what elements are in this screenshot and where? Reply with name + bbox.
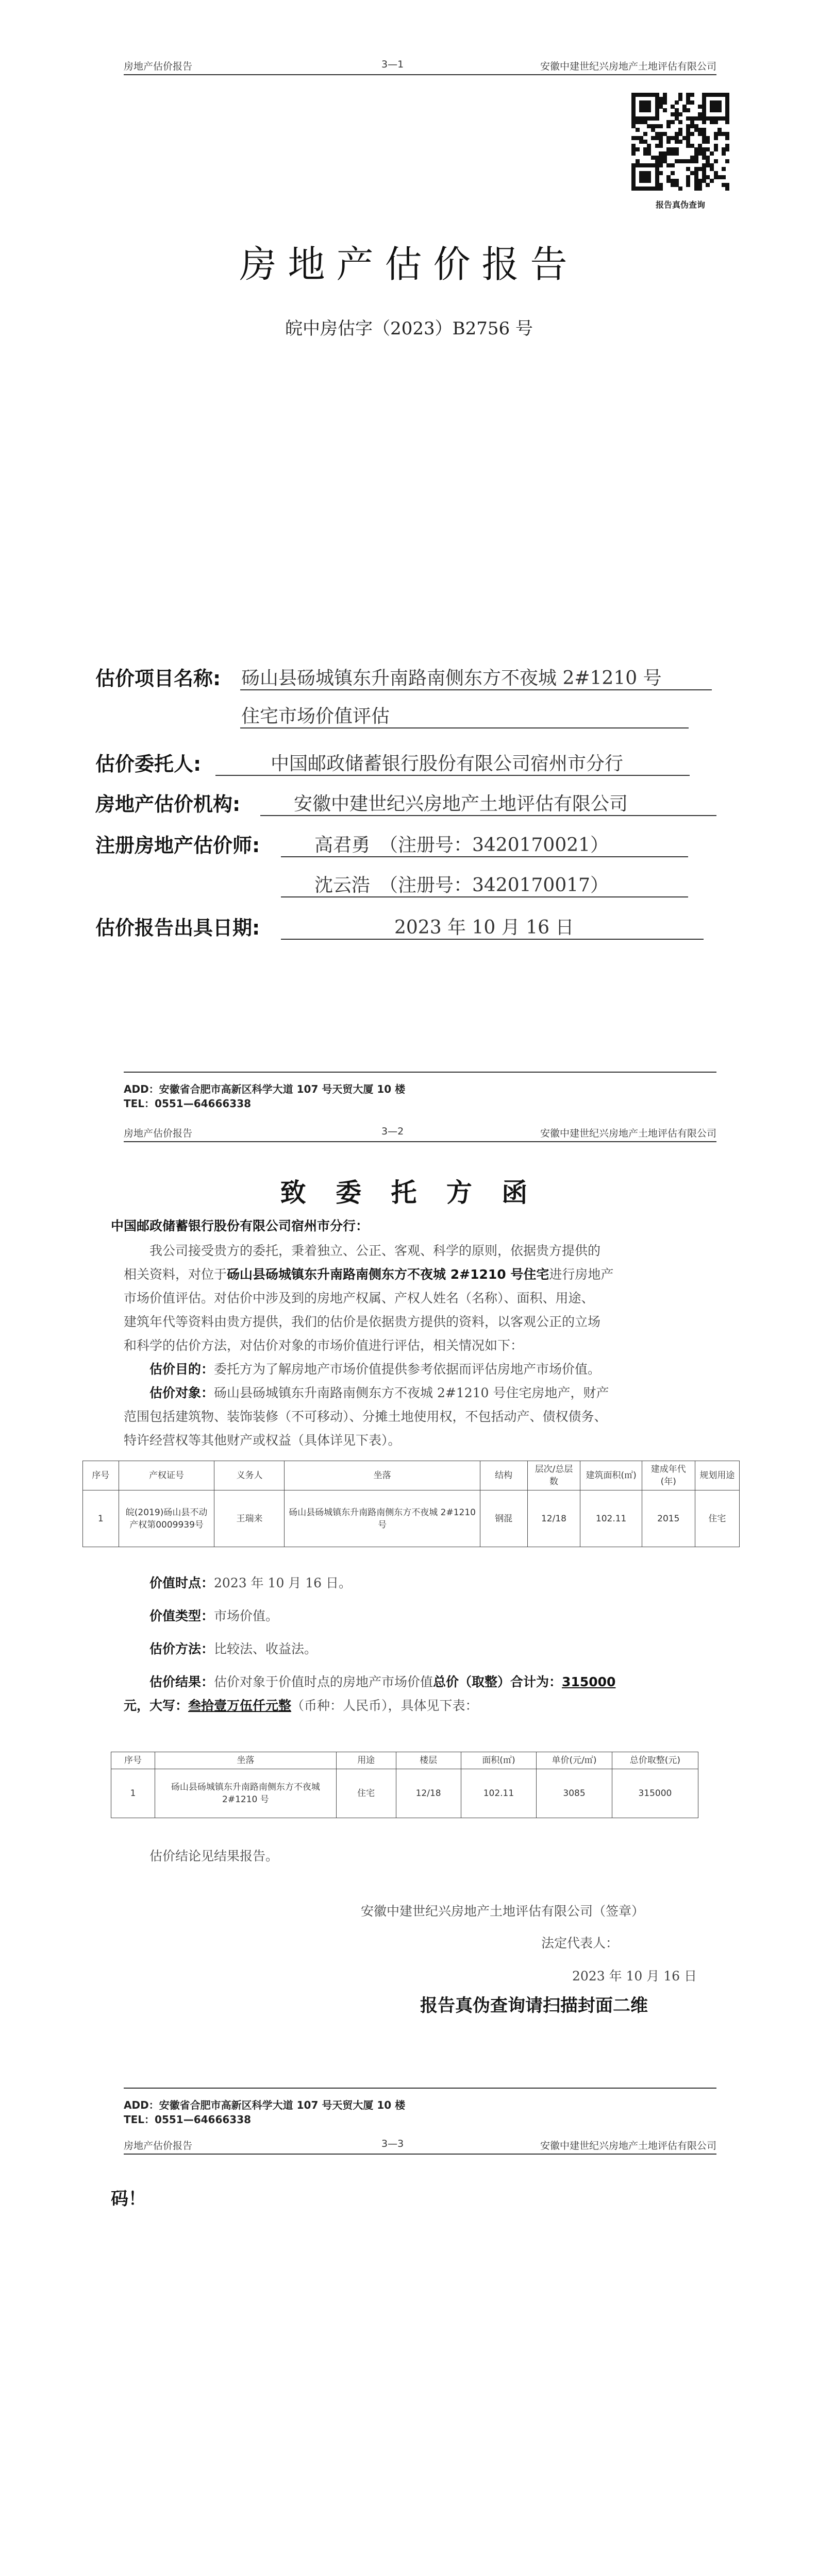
qr-module: [659, 124, 663, 128]
header-page-number: 3—1: [381, 59, 404, 70]
table-cell: 102.11: [461, 1769, 537, 1818]
qr-module: [647, 179, 651, 183]
qr-module: [725, 159, 729, 163]
result-text-bold: 总价（取整）合计为：: [433, 1674, 562, 1689]
time-label: 价值时点：: [149, 1575, 214, 1590]
appraiser-2: 沈云浩 （注册号：3420170017）: [314, 875, 609, 896]
para-line: 和科学的估价方法，对估价对象的市场价值进行评估，相关情况如下：: [124, 1338, 524, 1353]
header-right: 安徽中建世纪兴房地产土地评估有限公司: [540, 1128, 716, 1139]
table-header-cell: 坐落: [285, 1461, 480, 1490]
table-header-cell: 坐落: [155, 1752, 337, 1769]
type-label: 价值类型：: [149, 1608, 214, 1623]
table-header-cell: 建筑面积(㎡): [580, 1461, 642, 1490]
qr-module: [725, 147, 729, 151]
footer-address: ADD：安徽省合肥市高新区科学大道 107 号天贸大厦 10 楼: [124, 1083, 406, 1095]
method-label: 估价方法：: [149, 1641, 214, 1656]
object-line: [124, 1381, 716, 1405]
table-cell: 住宅: [695, 1490, 739, 1547]
qr-module: [725, 187, 729, 191]
table-header-cell: 结构: [480, 1461, 527, 1490]
result-amount-upper: 叁拾壹万伍仟元整: [188, 1698, 292, 1713]
table-header-cell: 层次/总层数: [527, 1461, 580, 1490]
letter-paragraph: [124, 1239, 716, 1452]
time-text: 2023 年 10 月 16 日。: [214, 1575, 352, 1590]
underline: [240, 689, 712, 690]
project-label: 估价项目名称:: [95, 667, 221, 690]
appraiser-label: 注册房地产估价师:: [95, 834, 260, 857]
qr-module: [686, 108, 690, 112]
qr-module: [714, 159, 718, 163]
para-line: 建筑年代等资料由贵方提供，我们的估价是依据贵方提供的资料，以客观公正的立场: [124, 1314, 601, 1329]
qr-module: [686, 183, 690, 187]
footer-address: ADD：安徽省合肥市高新区科学大道 107 号天贸大厦 10 楼: [124, 2099, 406, 2111]
qr-module: [659, 144, 663, 148]
qr-module: [714, 147, 718, 151]
qr-module: [666, 140, 671, 144]
qr-module: [659, 163, 663, 167]
result-currency: （币种：人民币），具体见下表：: [291, 1698, 478, 1713]
table-cell: 钢混: [480, 1490, 527, 1547]
footer-tel: TEL：0551—64666338: [124, 2113, 252, 2126]
table-header-cell: 序号: [83, 1461, 119, 1490]
appraiser-1: 高君勇 （注册号：3420170021）: [314, 835, 609, 856]
para-line: 范围包括建筑物、装饰装修（不可移动）、分摊土地使用权，不包括动产、债权债务、: [124, 1409, 607, 1424]
qr-module: [678, 187, 682, 191]
qr-module: [706, 140, 710, 144]
table-header-row: [111, 1752, 698, 1769]
table-header-cell: 义务人: [214, 1461, 285, 1490]
client-label: 估价委托人:: [95, 753, 202, 775]
table-header-cell: 楼层: [396, 1752, 461, 1769]
table-cell: 3085: [537, 1769, 612, 1818]
qr-module: [636, 147, 640, 151]
underline: [215, 775, 690, 776]
qr-module: [725, 120, 729, 124]
table-cell: 住宅: [336, 1769, 396, 1818]
header-right: 安徽中建世纪兴房地产土地评估有限公司: [540, 2140, 716, 2151]
letter-addressee: 中国邮政储蓄银行股份有限公司宿州市分行：: [111, 1218, 369, 1233]
qr-caption: 报告真伪查询: [655, 200, 705, 210]
underline: [281, 896, 688, 897]
qr-module: [678, 112, 682, 116]
qr-module: [643, 132, 647, 136]
time-line: [124, 1571, 716, 1595]
method-text: 比较法、收益法。: [214, 1641, 318, 1656]
qr-module: [655, 116, 659, 121]
qr-module: [678, 97, 682, 101]
qr-module: [714, 120, 718, 124]
qr-module: [671, 120, 675, 124]
qr-module: [647, 108, 651, 112]
para-text: 进行房地产: [549, 1267, 614, 1282]
org-label: 房地产估价机构:: [95, 793, 241, 816]
table-cell: 2015: [642, 1490, 695, 1547]
qr-module: [702, 120, 706, 124]
org-value: 安徽中建世纪兴房地产土地评估有限公司: [294, 793, 628, 815]
underline: [240, 727, 689, 728]
table-header-cell: 产权证号: [119, 1461, 214, 1490]
footer-rule: [124, 1072, 716, 1073]
result-upper-label: 元，大写：: [124, 1698, 189, 1713]
qr-module: [722, 151, 726, 156]
para-line: 市场价值评估。对估价中涉及到的房地产权属、产权人姓名（名称）、面积、用途、: [124, 1291, 594, 1306]
qr-module: [678, 140, 682, 144]
qr-module: [722, 175, 726, 179]
qr-module: [710, 179, 714, 183]
qr-module: [675, 100, 679, 105]
project-value-2: 住宅市场价值评估: [241, 706, 390, 727]
qr-module: [710, 151, 714, 156]
table-row: [83, 1490, 740, 1547]
para-line: [124, 1263, 716, 1286]
header-page-number: 3—2: [381, 1126, 404, 1137]
date-label: 估价报告出具日期:: [95, 917, 260, 939]
underline: [281, 856, 688, 857]
date-value: 2023 年 10 月 16 日: [394, 917, 574, 938]
result-amount: 315000: [562, 1674, 616, 1689]
underline: [260, 815, 716, 816]
signature-date: 2023 年 10 月 16 日: [572, 1969, 697, 1984]
para-line: 特许经营权等其他财产或权益（具体详见下表）。: [124, 1433, 401, 1448]
object-text: 砀山县砀城镇东升南路南侧东方不夜城 2#1210 号住宅房地产，财产: [214, 1385, 609, 1400]
method-line: [124, 1637, 716, 1661]
scan-note: 报告真伪查询请扫描封面二维: [420, 1995, 648, 2016]
qr-code-icon[interactable]: [631, 93, 729, 191]
table-header-cell: 面积(㎡): [461, 1752, 537, 1769]
header-rule: [124, 74, 716, 75]
qr-module: [675, 151, 679, 156]
table-header-cell: 序号: [111, 1752, 155, 1769]
qr-module: [663, 108, 667, 112]
header-rule: [124, 2154, 716, 2155]
footer-tel: TEL：0551—64666338: [124, 1097, 252, 1110]
qr-module: [666, 124, 671, 128]
qr-module: [659, 187, 663, 191]
footer-rule: [124, 2088, 716, 2089]
valuation-details: [124, 1571, 716, 1718]
qr-module: [706, 183, 710, 187]
conclusion: 估价结论见结果报告。: [149, 1849, 279, 1863]
table-cell: 12/18: [396, 1769, 461, 1818]
table-cell: 1: [111, 1769, 155, 1818]
header-rule: [124, 1141, 716, 1142]
table-header-row: [83, 1461, 740, 1490]
type-line: [124, 1604, 716, 1628]
purpose-line: [124, 1358, 716, 1381]
underline: [281, 939, 704, 940]
table-row: [111, 1769, 698, 1818]
qr-module: [694, 159, 698, 163]
table-header-cell: 用途: [336, 1752, 396, 1769]
header-left: 房地产估价报告: [124, 2140, 193, 2151]
result-line-2: [124, 1694, 716, 1718]
header-left: 房地产估价报告: [124, 61, 193, 72]
para-line: 我公司接受贵方的委托，秉着独立、公正、客观、科学的原则，依据贵方提供的: [149, 1243, 601, 1258]
qr-module: [698, 187, 702, 191]
qr-module: [671, 163, 675, 167]
qr-module: [690, 93, 694, 97]
table-header-cell: 单价(元/㎡): [537, 1752, 612, 1769]
qr-module: [636, 128, 640, 132]
table-cell: 砀山县砀城镇东升南路南侧东方不夜城 2#1210 号: [155, 1769, 337, 1818]
purpose-text: 委托方为了解房地产市场价值提供参考依据而评估房地产市场价值。: [214, 1362, 601, 1377]
qr-module: [690, 132, 694, 136]
table-header-cell: 规划用途: [695, 1461, 739, 1490]
result-label: 估价结果：: [149, 1674, 214, 1689]
para-text: 相关资料，对位于: [124, 1267, 227, 1282]
qr-module: [671, 171, 675, 175]
table-cell: 102.11: [580, 1490, 642, 1547]
table-header-cell: 建成年代(年): [642, 1461, 695, 1490]
header-right: 安徽中建世纪兴房地产土地评估有限公司: [540, 61, 716, 72]
property-table: [82, 1461, 740, 1547]
report-title: 房地产估价报告: [239, 243, 579, 286]
table-cell: 1: [83, 1490, 119, 1547]
letter-title: 致 委 托 方 函: [280, 1178, 538, 1208]
table-cell: 315000: [612, 1769, 698, 1818]
qr-module: [717, 108, 722, 112]
page3-text: 码！: [111, 2189, 146, 2209]
property-address-bold: 砀山县砀城镇东升南路南侧东方不夜城 2#1210 号住宅: [227, 1267, 549, 1282]
table-cell: 王瑞来: [214, 1490, 285, 1547]
qr-module: [725, 136, 729, 140]
qr-module: [663, 100, 667, 105]
qr-module: [631, 151, 636, 156]
type-text: 市场价值。: [214, 1608, 279, 1623]
table-header-cell: 总价取整(元): [612, 1752, 698, 1769]
qr-module: [714, 136, 718, 140]
qr-module: [722, 167, 726, 171]
table-cell: 12/18: [527, 1490, 580, 1547]
table-cell: 砀山县砀城镇东升南路南侧东方不夜城 2#1210 号: [285, 1490, 480, 1547]
purpose-label: 估价目的：: [149, 1362, 214, 1377]
signature-org: 安徽中建世纪兴房地产土地评估有限公司（签章）: [361, 1904, 645, 1919]
signature-rep: 法定代表人：: [541, 1936, 619, 1951]
header-page-number: 3—3: [381, 2138, 404, 2149]
qr-module: [678, 120, 682, 124]
result-text: 估价对象于价值时点的房地产市场价值: [214, 1674, 433, 1689]
qr-module: [690, 100, 694, 105]
result-line: [124, 1670, 716, 1694]
header-left: 房地产估价报告: [124, 1128, 193, 1139]
qr-module: [659, 171, 663, 175]
client-value: 中国邮政储蓄银行股份有限公司宿州市分行: [271, 753, 624, 774]
result-table: [111, 1752, 698, 1818]
object-label: 估价对象：: [149, 1385, 214, 1400]
report-number: 皖中房估字（2023）B2756 号: [285, 318, 533, 339]
project-value: 砀山县砀城镇东升南路南侧东方不夜城 2#1210 号: [241, 668, 662, 689]
table-cell: 皖(2019)砀山县不动产权第0009939号: [119, 1490, 214, 1547]
